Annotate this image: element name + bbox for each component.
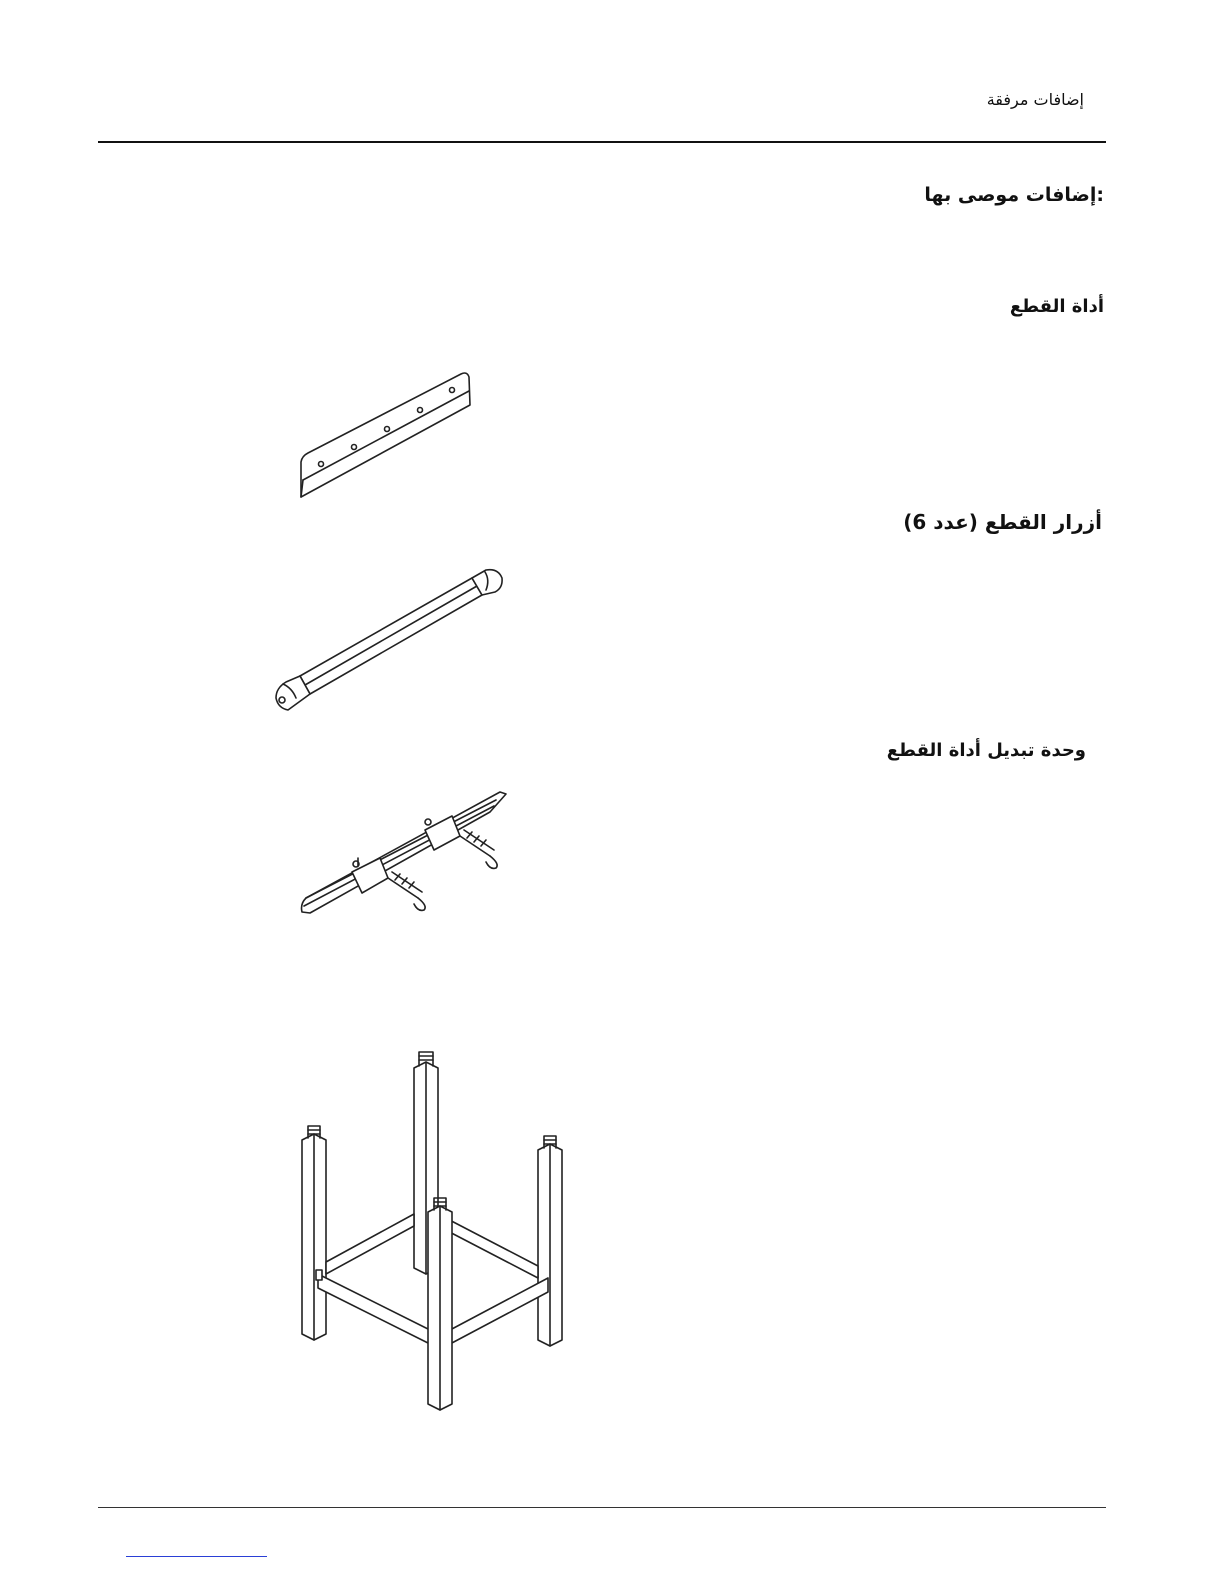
item-label-cutting-sticks: أزرار القطع (عدد 6) — [903, 510, 1102, 534]
cutting-stick-illustration — [276, 570, 502, 710]
item-label-cutting-blade: أداة القطع — [1009, 296, 1104, 317]
section-title: :إضافات موصى بها — [924, 184, 1104, 206]
stand-illustration — [302, 1052, 562, 1410]
item-label-blade-change-unit: وحدة تبديل أداة القطع — [886, 740, 1086, 761]
cutting-blade-illustration — [301, 373, 470, 497]
blade-change-unit-illustration — [302, 792, 507, 913]
footer-link-underline[interactable] — [126, 1556, 267, 1557]
running-title: إضافات مرفقة — [986, 90, 1084, 109]
footer-rule — [98, 1507, 1106, 1508]
